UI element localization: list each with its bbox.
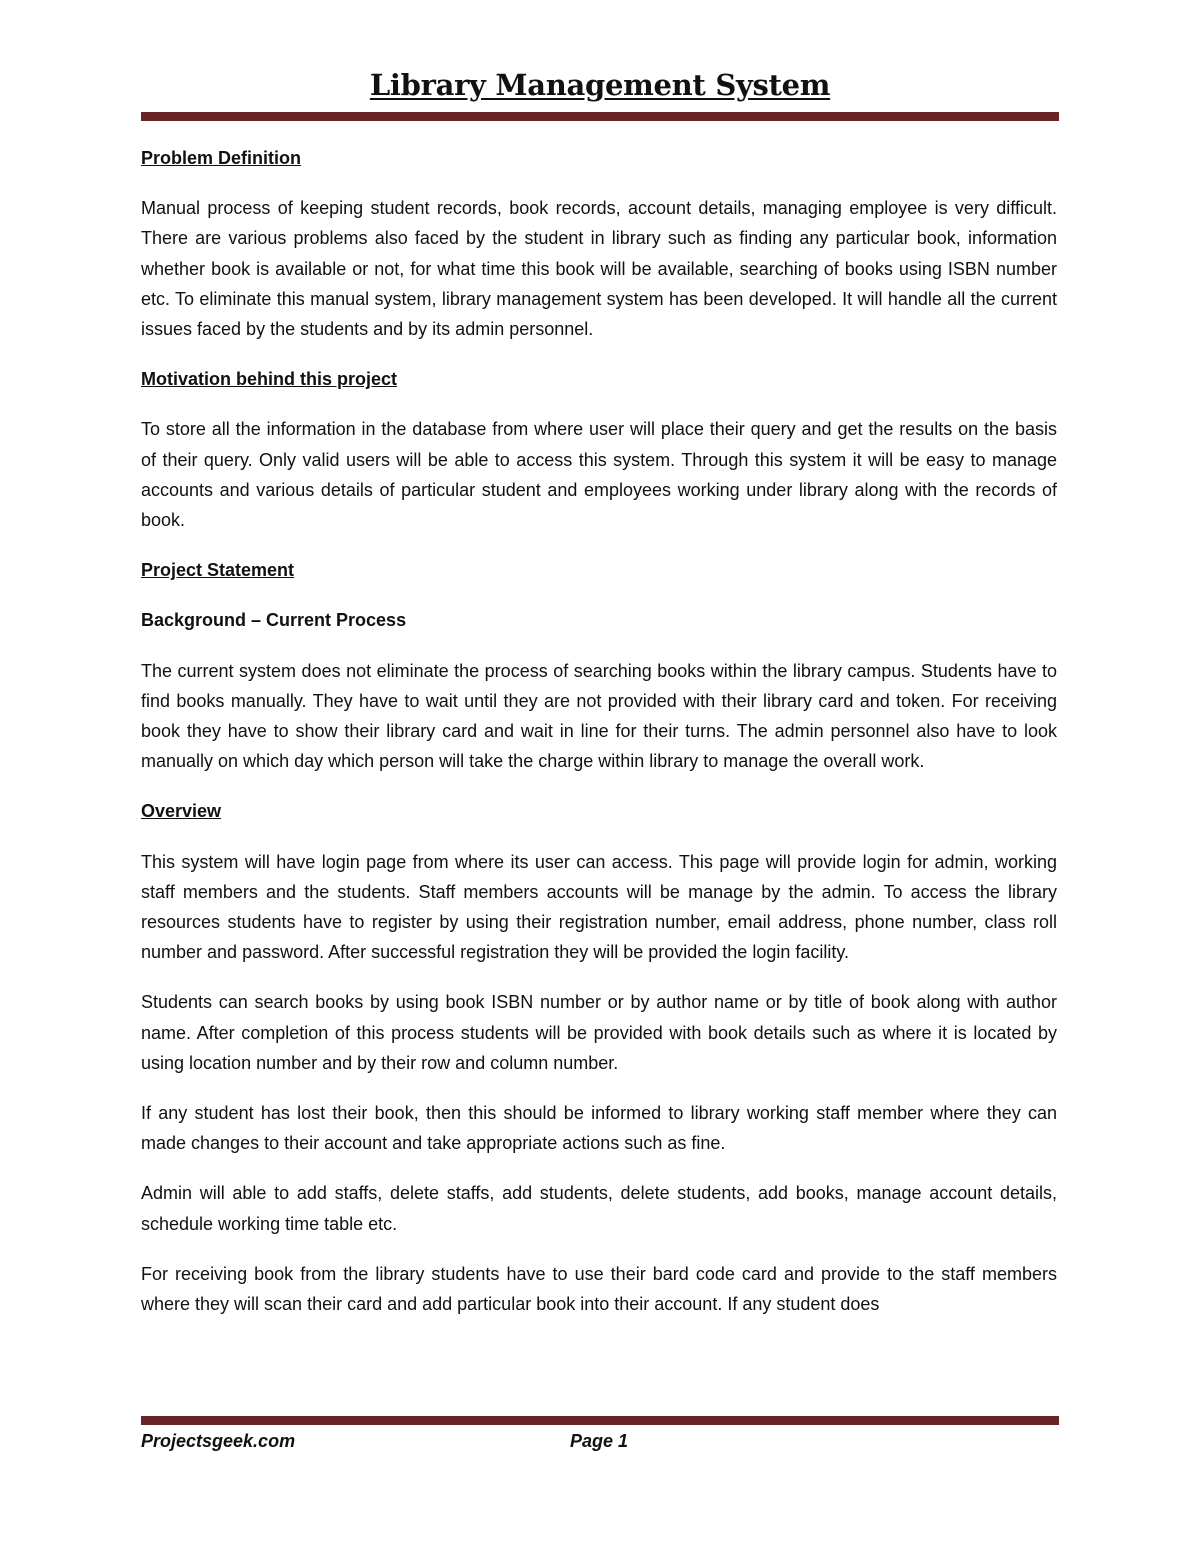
motivation-paragraph: To store all the information in the database from where user will place their query and get the results on the basis of their query. Only valid users will be able to access this system. Through this system it will be easy to manage accounts and various details of particular student and employees working under library along with the records of book. xyxy=(141,419,1057,531)
motivation-heading: Motivation behind this project xyxy=(141,369,397,390)
problem-paragraph: Manual process of keeping student records, book records, account details, managing employee is very difficult. There are various problems also faced by the student in library such as finding any particular book, information whether book is available or not, for what time this book will be available, searching of books using ISBN number etc. To eliminate this manual system, library management system has been developed. It will handle all the current issues faced by the students and by its admin personnel. xyxy=(141,198,1057,340)
overview-paragraph-3: If any student has lost their book, then this should be informed to library working staff member where they can made changes to their account and take appropriate actions such as fine. xyxy=(141,1103,1057,1154)
footer-site: Projectsgeek.com xyxy=(141,1431,296,1451)
overview-paragraph-5: For receiving book from the library students have to use their bard code card and provide to the staff members where they will scan their card and add particular book into their account. If any student does xyxy=(141,1263,1057,1315)
footer-rule xyxy=(141,1416,1059,1425)
overview-paragraph-4: Admin will able to add staffs, delete staffs, add students, delete students, add books, manage account details, schedule working time table etc. xyxy=(141,1183,1057,1234)
background-paragraph: The current system does not eliminate the process of searching books within the library campus. Students have to find books manually. They have to wait until they are not provided with their library card and token. For receiving book they have to show their library card and wait in line for their turns. The admin personnel also have to look manually on which day which person will take the charge within library to manage the overall work. xyxy=(141,660,1057,772)
background-subheading: Background – Current Process xyxy=(141,610,407,631)
header-rule xyxy=(141,112,1059,121)
document-body xyxy=(141,143,1057,1319)
problem-heading: Problem Definition xyxy=(141,148,302,168)
overview-paragraph-2: Students can search books by using book ISBN number or by author name or by title of book along with author name. After completion of this process students will be provided with book details such as where it is located by using location number and by their row and column number. xyxy=(141,992,1057,1073)
overview-heading: Overview xyxy=(141,801,222,822)
statement-heading: Project Statement xyxy=(141,560,295,581)
document-title: Library Management System xyxy=(369,68,831,102)
footer-page-number: Page 1 xyxy=(570,1431,629,1451)
overview-paragraph-1: This system will have login page from where its user can access. This page will provide login for admin, working staff members and the students. Staff members accounts will be manage by the admin. To access the library resources students have to register by using their registration number, email address, phone number, class roll number and password. After successful registration they will be provided the login facility. xyxy=(141,851,1057,963)
